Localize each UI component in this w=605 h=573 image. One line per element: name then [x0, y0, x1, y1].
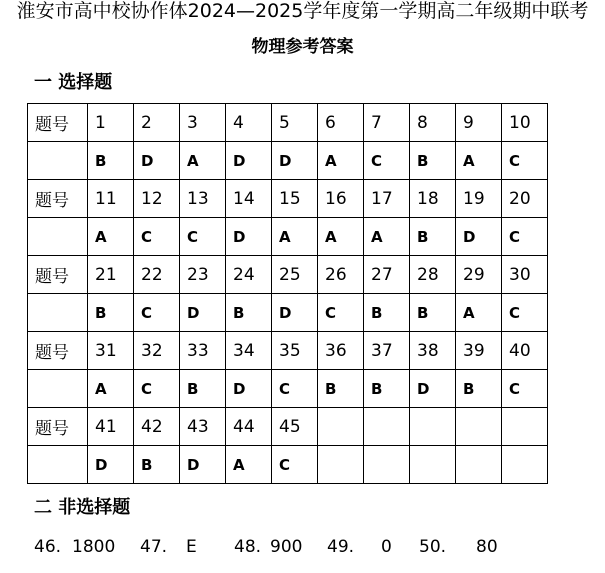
- table-row-numbers: [28, 332, 548, 370]
- row-label: 题号: [28, 256, 88, 294]
- answer-cell: C: [272, 446, 318, 484]
- answer-cell: B: [364, 294, 410, 332]
- answer-cell: B: [226, 294, 272, 332]
- question-number-cell: 8: [410, 104, 456, 142]
- answer-cell: D: [226, 370, 272, 408]
- answer-cell: A: [456, 294, 502, 332]
- question-number-cell: 40: [502, 332, 548, 370]
- answer-cell: C: [502, 294, 548, 332]
- answer-cell: D: [226, 142, 272, 180]
- answer-cell: C: [180, 218, 226, 256]
- question-number-cell: 20: [502, 180, 548, 218]
- fill-answer: 0: [381, 537, 392, 557]
- answer-cell: B: [456, 370, 502, 408]
- question-number-cell: 38: [410, 332, 456, 370]
- answer-cell: B: [88, 294, 134, 332]
- question-number-cell: 41: [88, 408, 134, 446]
- answer-cell: B: [410, 218, 456, 256]
- question-number-cell: 5: [272, 104, 318, 142]
- fill-number: 49.: [327, 537, 355, 557]
- question-number-cell: 6: [318, 104, 364, 142]
- fill-answer: E: [186, 537, 197, 557]
- fill-number: 48.: [234, 537, 262, 557]
- section-heading-choice: 一 选择题: [34, 72, 113, 93]
- answer-cell: D: [272, 294, 318, 332]
- question-number-cell: 11: [88, 180, 134, 218]
- question-number-cell: 17: [364, 180, 410, 218]
- question-number-cell: [456, 408, 502, 446]
- answer-cell: D: [88, 446, 134, 484]
- question-number-cell: 3: [180, 104, 226, 142]
- answer-cell: B: [88, 142, 134, 180]
- answer-cell: A: [226, 446, 272, 484]
- answer-cell: B: [410, 142, 456, 180]
- question-number-cell: 21: [88, 256, 134, 294]
- question-number-cell: [318, 408, 364, 446]
- question-number-cell: 37: [364, 332, 410, 370]
- question-number-cell: 25: [272, 256, 318, 294]
- question-number-cell: 12: [134, 180, 180, 218]
- answer-cell: [502, 446, 548, 484]
- question-number-cell: 13: [180, 180, 226, 218]
- row-label-blank: [28, 446, 88, 484]
- answer-cell: D: [456, 218, 502, 256]
- question-number-cell: 19: [456, 180, 502, 218]
- answer-cell: A: [456, 142, 502, 180]
- answer-cell: C: [134, 370, 180, 408]
- answer-cell: [410, 446, 456, 484]
- question-number-cell: 29: [456, 256, 502, 294]
- table-row-answers: [28, 142, 548, 180]
- question-number-cell: 1: [88, 104, 134, 142]
- answer-cell: B: [180, 370, 226, 408]
- question-number-cell: 18: [410, 180, 456, 218]
- answer-cell: A: [180, 142, 226, 180]
- fill-answers-line: [34, 535, 506, 559]
- answer-cell: C: [502, 218, 548, 256]
- answer-cell: D: [226, 218, 272, 256]
- question-number-cell: 33: [180, 332, 226, 370]
- section-heading-nonchoice: 二 非选择题: [34, 497, 131, 518]
- question-number-cell: 32: [134, 332, 180, 370]
- question-number-cell: 35: [272, 332, 318, 370]
- question-number-cell: 39: [456, 332, 502, 370]
- question-number-cell: 42: [134, 408, 180, 446]
- question-number-cell: 2: [134, 104, 180, 142]
- answer-cell: D: [410, 370, 456, 408]
- table-row-numbers: [28, 256, 548, 294]
- question-number-cell: 24: [226, 256, 272, 294]
- row-label: 题号: [28, 104, 88, 142]
- question-number-cell: 15: [272, 180, 318, 218]
- question-number-cell: [410, 408, 456, 446]
- fill-answer: 80: [476, 537, 498, 557]
- answer-cell: D: [272, 142, 318, 180]
- question-number-cell: 16: [318, 180, 364, 218]
- question-number-cell: 9: [456, 104, 502, 142]
- table-row-numbers: [28, 104, 548, 142]
- row-label: 题号: [28, 332, 88, 370]
- answer-cell: [364, 446, 410, 484]
- row-label-blank: [28, 142, 88, 180]
- answer-cell: B: [134, 446, 180, 484]
- question-number-cell: [502, 408, 548, 446]
- table-row-answers: [28, 446, 548, 484]
- question-number-cell: 27: [364, 256, 410, 294]
- question-number-cell: 23: [180, 256, 226, 294]
- row-label-blank: [28, 370, 88, 408]
- question-number-cell: 31: [88, 332, 134, 370]
- question-number-cell: 28: [410, 256, 456, 294]
- question-number-cell: 45: [272, 408, 318, 446]
- question-number-cell: 10: [502, 104, 548, 142]
- fill-number: 47.: [140, 537, 168, 557]
- row-label-blank: [28, 294, 88, 332]
- question-number-cell: 22: [134, 256, 180, 294]
- answer-cell: A: [88, 218, 134, 256]
- question-number-cell: 26: [318, 256, 364, 294]
- question-number-cell: 4: [226, 104, 272, 142]
- answer-table-body: [28, 104, 548, 484]
- answer-cell: C: [502, 370, 548, 408]
- answer-cell: D: [134, 142, 180, 180]
- question-number-cell: 34: [226, 332, 272, 370]
- answer-cell: [456, 446, 502, 484]
- row-label-blank: [28, 218, 88, 256]
- answer-cell: C: [502, 142, 548, 180]
- question-number-cell: 7: [364, 104, 410, 142]
- answer-cell: B: [364, 370, 410, 408]
- answer-table: [27, 103, 548, 484]
- answer-cell: C: [364, 142, 410, 180]
- answer-cell: [318, 446, 364, 484]
- answer-cell: B: [410, 294, 456, 332]
- question-number-cell: 36: [318, 332, 364, 370]
- question-number-cell: [364, 408, 410, 446]
- answer-cell: C: [134, 294, 180, 332]
- answer-cell: A: [318, 142, 364, 180]
- answer-cell: A: [364, 218, 410, 256]
- fill-answer: 900: [270, 537, 303, 557]
- answer-cell: A: [272, 218, 318, 256]
- table-row-answers: [28, 218, 548, 256]
- row-label: 题号: [28, 408, 88, 446]
- question-number-cell: 14: [226, 180, 272, 218]
- question-number-cell: 43: [180, 408, 226, 446]
- table-row-numbers: [28, 408, 548, 446]
- answer-cell: C: [134, 218, 180, 256]
- answer-cell: D: [180, 446, 226, 484]
- fill-number: 46.: [34, 537, 62, 557]
- answer-cell: C: [318, 294, 364, 332]
- table-row-answers: [28, 294, 548, 332]
- answer-cell: A: [318, 218, 364, 256]
- fill-answer: 1800: [72, 537, 116, 557]
- fill-number: 50.: [419, 537, 447, 557]
- answer-cell: D: [180, 294, 226, 332]
- page-subtitle: 物理参考答案: [251, 37, 354, 57]
- answer-cell: C: [272, 370, 318, 408]
- answer-cell: A: [88, 370, 134, 408]
- table-row-numbers: [28, 180, 548, 218]
- question-number-cell: 30: [502, 256, 548, 294]
- question-number-cell: 44: [226, 408, 272, 446]
- page-title: 淮安市高中校协作体2024—2025学年度第一学期高二年级期中联考: [16, 0, 589, 22]
- table-row-answers: [28, 370, 548, 408]
- answer-cell: B: [318, 370, 364, 408]
- row-label: 题号: [28, 180, 88, 218]
